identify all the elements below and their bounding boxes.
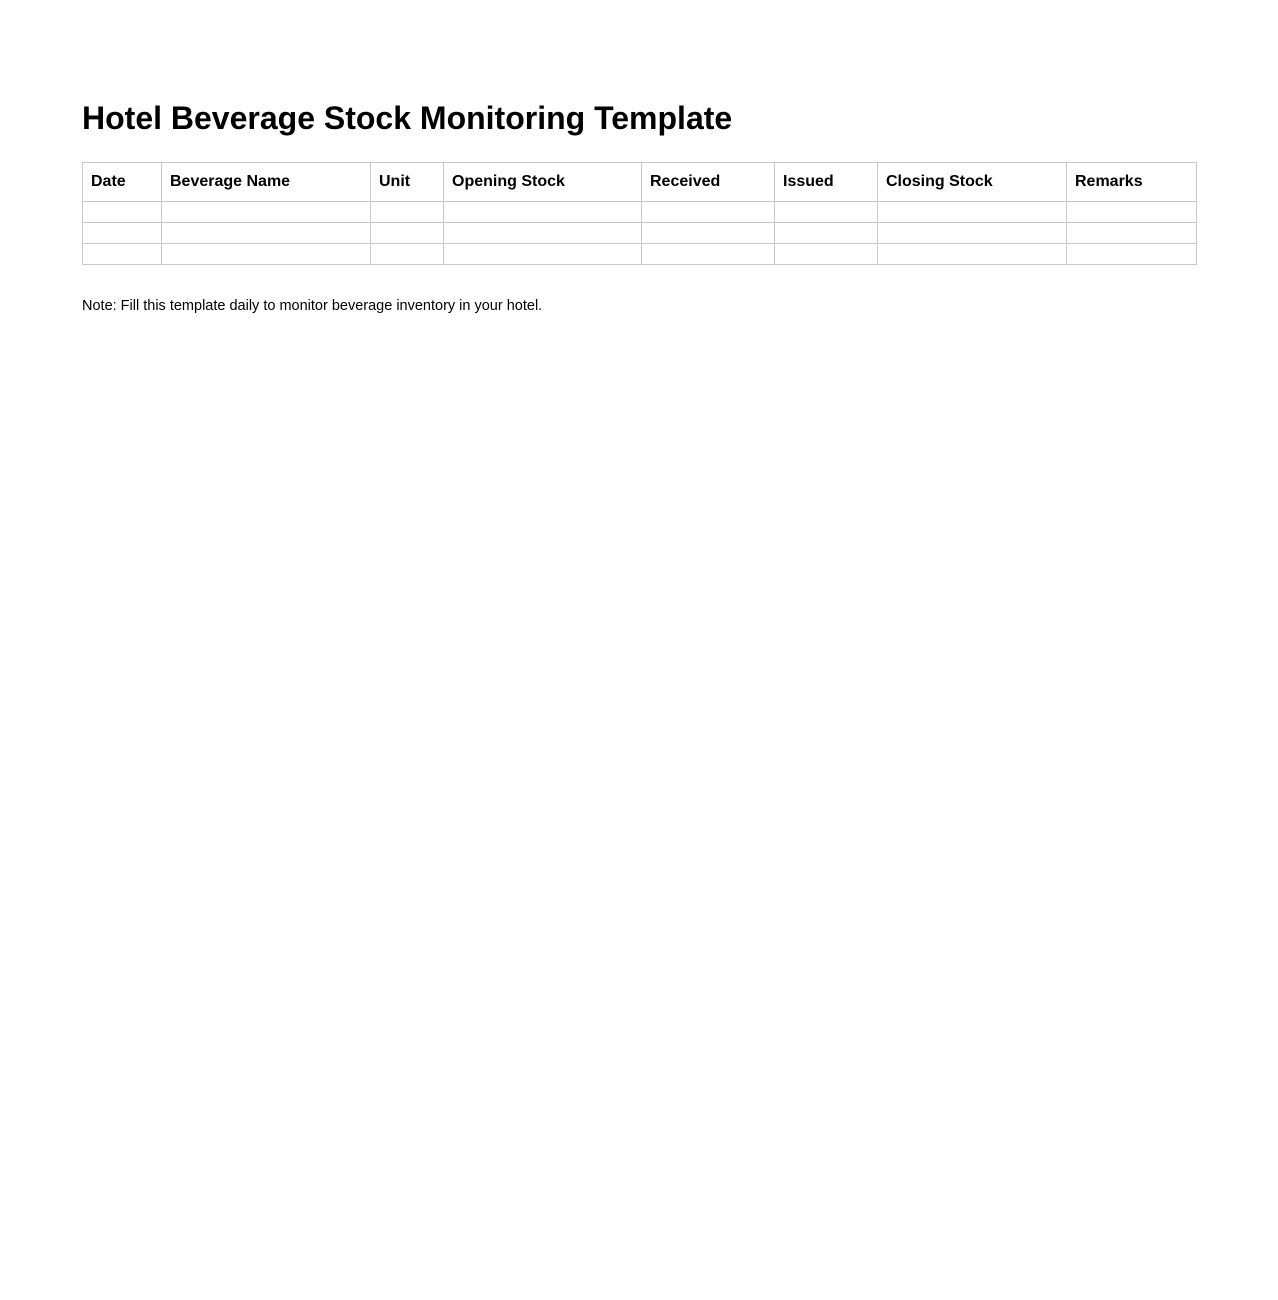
table-cell[interactable] — [444, 223, 642, 244]
table-cell[interactable] — [162, 244, 371, 265]
table-cell[interactable] — [878, 202, 1067, 223]
table-cell[interactable] — [775, 202, 878, 223]
page-title: Hotel Beverage Stock Monitoring Template — [82, 100, 733, 136]
table-cell[interactable] — [642, 244, 775, 265]
table-cell[interactable] — [371, 244, 444, 265]
table-cell[interactable] — [444, 202, 642, 223]
footer-note: Note: Fill this template daily to monitor beverage inventory in your hotel. — [82, 298, 543, 314]
table-cell[interactable] — [642, 202, 775, 223]
table-cell[interactable] — [83, 202, 162, 223]
table-cell[interactable] — [775, 223, 878, 244]
table-cell[interactable] — [444, 244, 642, 265]
column-header-issued: Issued — [775, 163, 878, 202]
stock-table — [82, 162, 1197, 265]
table-row — [83, 202, 1197, 223]
table-cell[interactable] — [83, 244, 162, 265]
column-header-remarks: Remarks — [1067, 163, 1197, 202]
column-header-opening-stock: Opening Stock — [444, 163, 642, 202]
table-cell[interactable] — [1067, 244, 1197, 265]
table-cell[interactable] — [371, 223, 444, 244]
table-cell[interactable] — [83, 223, 162, 244]
table-row — [83, 223, 1197, 244]
column-header-received: Received — [642, 163, 775, 202]
table-cell[interactable] — [878, 244, 1067, 265]
table-cell[interactable] — [1067, 202, 1197, 223]
table-cell[interactable] — [878, 223, 1067, 244]
table-row — [83, 244, 1197, 265]
table-cell[interactable] — [775, 244, 878, 265]
table-cell[interactable] — [162, 223, 371, 244]
table-header-row — [83, 163, 1197, 202]
table-cell[interactable] — [1067, 223, 1197, 244]
table-cell[interactable] — [162, 202, 371, 223]
column-header-beverage-name: Beverage Name — [162, 163, 371, 202]
table-cell[interactable] — [642, 223, 775, 244]
table-cell[interactable] — [371, 202, 444, 223]
column-header-date: Date — [83, 163, 162, 202]
column-header-closing-stock: Closing Stock — [878, 163, 1067, 202]
column-header-unit: Unit — [371, 163, 444, 202]
